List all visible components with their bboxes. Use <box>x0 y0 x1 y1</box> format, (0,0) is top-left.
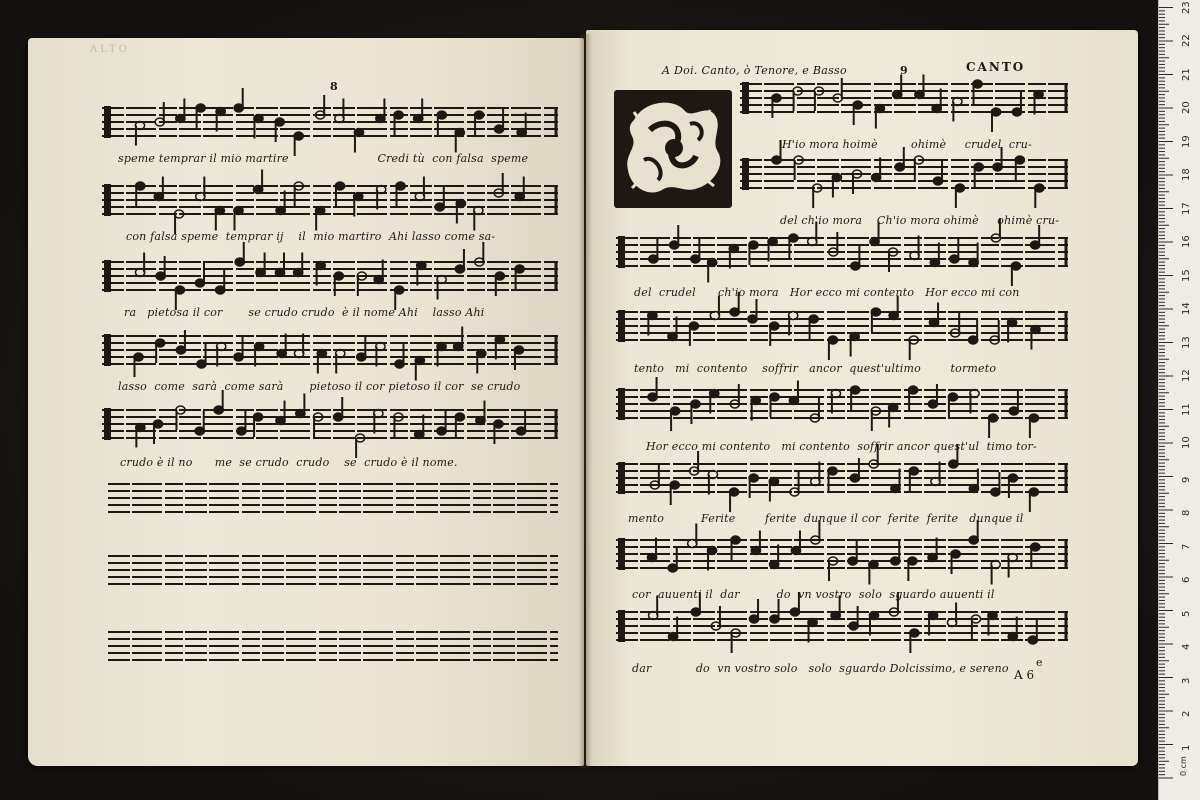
right-lyric-line: H'io mora hoimè ohimè crudel cru- <box>782 138 1032 151</box>
c-clef-icon <box>618 310 625 342</box>
ruler-number: 23 <box>1181 0 1192 14</box>
right-lyric-line: dar do vn vostro solo solo sguardo Dolcissimo, e sereno <box>632 662 1009 675</box>
c-clef-icon <box>618 462 625 494</box>
c-clef-icon <box>104 106 111 138</box>
right-lyric-line: mento Ferite ferite dunque il cor ferite ferite dunque il <box>628 512 1024 525</box>
c-clef-icon <box>104 334 111 366</box>
c-clef-icon <box>618 388 625 420</box>
ruler-number: 6 <box>1181 576 1192 583</box>
left-page-running-head-bleed: ALTO <box>90 44 130 55</box>
left-music-staff <box>102 327 558 381</box>
c-clef-icon <box>742 82 749 114</box>
right-music-staff <box>616 218 1068 286</box>
left-music-staff <box>102 390 558 458</box>
left-empty-staff <box>108 556 558 584</box>
ruler-number: 3 <box>1181 677 1192 684</box>
left-lyric-line: speme temprar il mio martire Credi tù con falsa speme <box>118 152 529 165</box>
right-music-staff <box>740 75 1068 133</box>
catchword: e <box>1036 656 1043 669</box>
c-clef-icon <box>618 236 625 268</box>
right-page-running-head: A Doi. Canto, ò Tenore, e Basso <box>662 64 847 77</box>
c-clef-icon <box>104 408 111 440</box>
left-music-staff <box>102 242 558 310</box>
voice-part-label: CANTO <box>966 60 1026 74</box>
right-lyric-line: cor auuenti il dar do vn vostro solo sguardo auuenti il <box>632 588 995 601</box>
right-music-staff <box>616 520 1068 585</box>
ruler-number: 8 <box>1181 509 1192 516</box>
left-lyric-line: con falsa speme temprar ij il mio martiro Ahi lasso come sa- <box>126 230 496 243</box>
ruler-number: 19 <box>1181 134 1192 148</box>
ruler-number: 4 <box>1181 643 1192 650</box>
c-clef-icon <box>618 610 625 642</box>
left-music-staff <box>102 170 558 235</box>
ruler-number: 11 <box>1181 402 1192 416</box>
c-clef-icon <box>742 158 749 190</box>
c-clef-icon <box>104 260 111 292</box>
measurement-ruler <box>1158 0 1200 800</box>
right-lyric-line: Hor ecco mi contento mi contento soffrir ancor quest'ul timo tor- <box>646 440 1037 453</box>
right-lyric-line: del crudel ch'io mora Hor ecco mi contento Hor ecco mi con <box>634 286 1020 299</box>
ruler-number: 17 <box>1181 201 1192 215</box>
ruler-number: 20 <box>1181 101 1192 114</box>
ruler-number: 10 <box>1181 436 1192 449</box>
left-page-number: 8 <box>330 80 338 93</box>
ruler-number: 5 <box>1181 610 1192 617</box>
left-music-staff <box>102 88 558 156</box>
right-music-staff <box>616 592 1068 653</box>
left-empty-staff <box>108 484 558 512</box>
left-empty-staff <box>108 632 558 660</box>
right-lyric-line: tento mi contento soffrir ancor quest'ultimo tormeto <box>634 362 997 375</box>
signature-mark: A 6 <box>1014 668 1035 682</box>
left-lyric-line: lasso come sarà come sarà pietoso il cor pietoso il cor se crudo <box>118 380 521 393</box>
right-music-staff <box>616 444 1068 512</box>
c-clef-icon <box>104 184 111 216</box>
right-page-number: 9 <box>900 64 908 77</box>
left-lyric-line: crudo è il no me se crudo crudo se crudo è il nome. <box>120 456 458 469</box>
right-lyric-line: del ch'io mora Ch'io mora ohimè ohimè cru- <box>780 214 1060 227</box>
ruler-number: 13 <box>1181 335 1192 349</box>
ruler-number: 16 <box>1181 235 1192 248</box>
ruler-unit-label: 0 cm <box>1179 756 1188 776</box>
ruler-number: 18 <box>1181 168 1192 181</box>
left-lyric-line: ra pietosa il cor se crudo crudo è il nome Ahi lasso Ahi <box>124 306 485 319</box>
ruler-number: 2 <box>1181 710 1192 717</box>
right-music-staff <box>616 292 1068 360</box>
ruler-number: 15 <box>1181 268 1192 282</box>
ruler-number: 14 <box>1181 302 1192 315</box>
c-clef-icon <box>618 538 625 570</box>
ruler-number: 22 <box>1181 34 1192 47</box>
ruler-number: 1 <box>1181 744 1192 751</box>
ruler-number: 12 <box>1181 369 1192 382</box>
ruler-number: 7 <box>1181 543 1192 550</box>
ruler-number: 9 <box>1181 476 1192 483</box>
right-music-staff <box>616 377 1068 438</box>
ruler-number: 21 <box>1181 67 1192 81</box>
